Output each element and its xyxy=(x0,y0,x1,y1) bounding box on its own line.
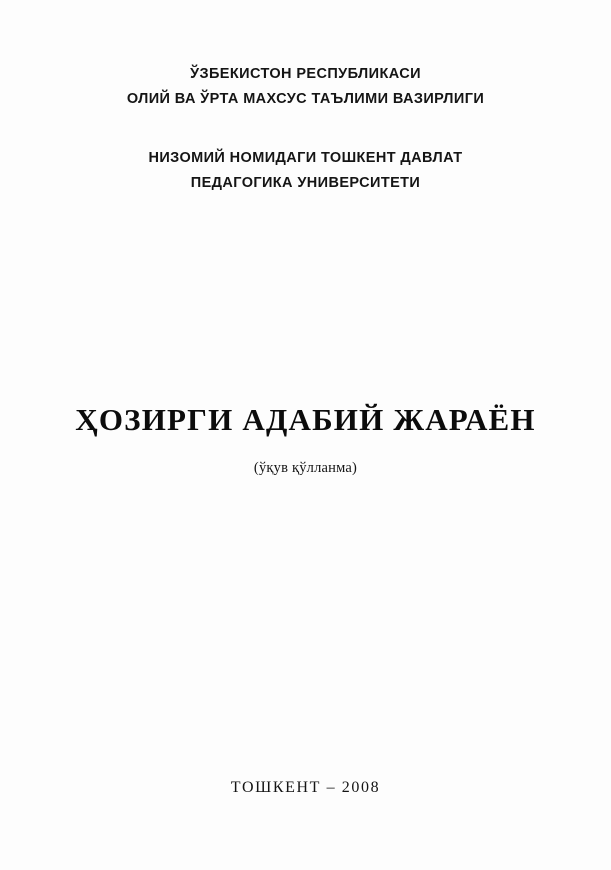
university-line-2: ПЕДАГОГИКА УНИВЕРСИТЕТИ xyxy=(190,175,421,191)
page-subtitle: (ўқув қўлланма) xyxy=(253,460,358,476)
ministry-line-2: ОЛИЙ ВА ЎРТА МАХСУС ТАЪЛИМИ ВАЗИРЛИГИ xyxy=(126,91,485,107)
imprint-section xyxy=(0,779,611,797)
imprint-place-year: ТОШКЕНТ – 2008 xyxy=(230,779,381,796)
title-section xyxy=(0,402,611,477)
ministry-line-1: ЎЗБЕКИСТОН РЕСПУБЛИКАСИ xyxy=(190,66,421,82)
ministry-heading xyxy=(0,62,611,112)
university-line-1: НИЗОМИЙ НОМИДАГИ ТОШКЕНТ ДАВЛАТ xyxy=(148,150,463,166)
university-heading xyxy=(0,146,611,196)
page-title: ҲОЗИРГИ АДАБИЙ ЖАРАЁН xyxy=(75,402,536,437)
